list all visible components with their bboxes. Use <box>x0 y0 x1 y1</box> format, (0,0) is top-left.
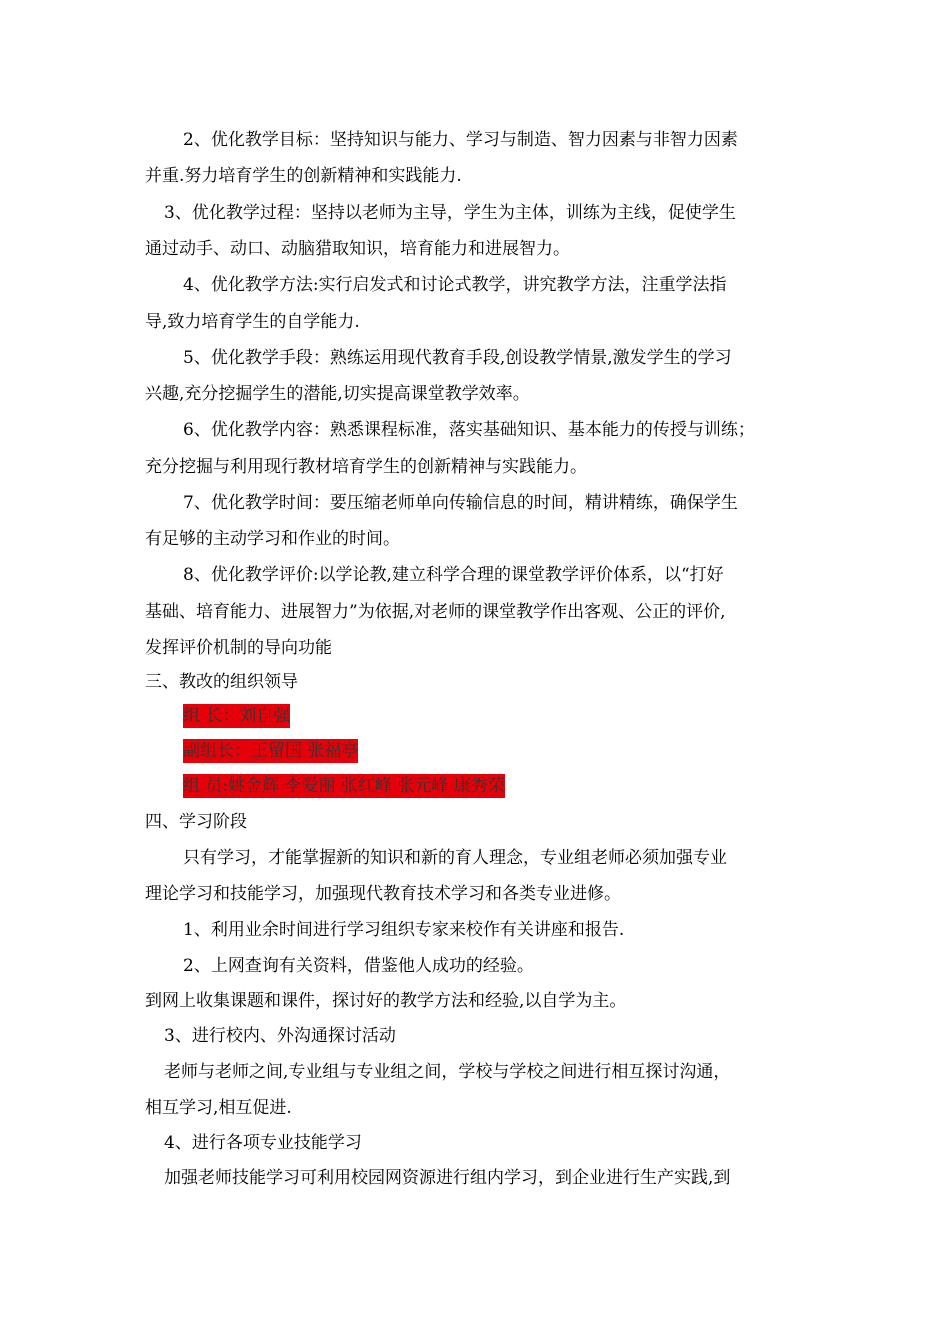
text-line-14: 基础、培育能力、进展智力”为依据,对老师的课堂教学作出客观、公正的评价, <box>145 602 726 622</box>
text-line-2: 并重.努力培育学生的创新精神和实践能力. <box>145 166 462 186</box>
section-heading-3: 三、教改的组织领导 <box>145 672 298 692</box>
text-line-25: 到网上收集课题和课件，探讨好的教学方法和经验,以自学为主。 <box>145 991 627 1011</box>
text-line-24: 2、上网查询有关资料，借鉴他人成功的经验。 <box>183 956 534 976</box>
text-line-3: 3、优化教学过程：坚持以老师为主导，学生为主体，训练为主线，促使学生 <box>164 203 736 223</box>
text-line-12: 有足够的主动学习和作业的时间。 <box>145 529 400 549</box>
text-line-13: 8、优化教学评价:以学论教,建立科学合理的课堂教学评价体系，以“打好 <box>183 565 724 585</box>
text-line-7: 5、优化教学手段：熟练运用现代教育手段,创设教学情景,激发学生的学习 <box>183 348 732 368</box>
text-line-1: 2、优化教学目标：坚持知识与能力、学习与制造、智力因素与非智力因素 <box>183 130 738 150</box>
text-line-5: 4、优化教学方法:实行启发式和讨论式教学，讲究教学方法，注重学法指 <box>183 275 727 295</box>
deputy-leader-line: 副组长：王留国 张福亭 <box>183 741 359 761</box>
text-line-27: 老师与老师之间,专业组与专业组之间，学校与学校之间进行相互探讨沟通， <box>164 1062 731 1082</box>
text-line-10: 充分挖掘与利用现行教材培育学生的创新精神与实践能力。 <box>145 457 587 477</box>
group-members-line: 组 员:姚金辉 李爱丽 张红峰 张元峰 康秀荣 <box>183 776 505 796</box>
text-line-4: 通过动手、动口、动脑猎取知识，培育能力和进展智力。 <box>145 239 570 259</box>
text-line-29: 4、进行各项专业技能学习 <box>164 1133 362 1153</box>
text-line-11: 7、优化教学时间：要压缩老师单向传输信息的时间，精讲精练，确保学生 <box>183 493 738 513</box>
text-line-30: 加强老师技能学习可利用校园网资源进行组内学习，到企业进行生产实践,到 <box>164 1168 731 1188</box>
text-line-26: 3、进行校内、外沟通探讨活动 <box>164 1026 396 1046</box>
text-line-15: 发挥评价机制的导向功能 <box>145 638 332 658</box>
text-line-21: 只有学习，才能掌握新的知识和新的育人理念，专业组老师必须加强专业 <box>183 848 727 868</box>
section-heading-4: 四、学习阶段 <box>145 812 247 832</box>
text-line-28: 相互学习,相互促进. <box>145 1098 292 1118</box>
text-line-6: 导,致力培育学生的自学能力. <box>145 312 360 332</box>
text-line-23: 1、利用业余时间进行学习组织专家来校作有关讲座和报告. <box>183 920 625 940</box>
text-line-22: 理论学习和技能学习，加强现代教育技术学习和各类专业进修。 <box>145 884 621 904</box>
text-line-9: 6、优化教学内容：熟悉课程标准，落实基础知识、基本能力的传授与训练； <box>183 420 755 440</box>
text-line-8: 兴趣,充分挖掘学生的潜能,切实提高课堂教学效率。 <box>145 384 530 404</box>
group-leader-line: 组 长：刘自强 <box>183 706 291 726</box>
